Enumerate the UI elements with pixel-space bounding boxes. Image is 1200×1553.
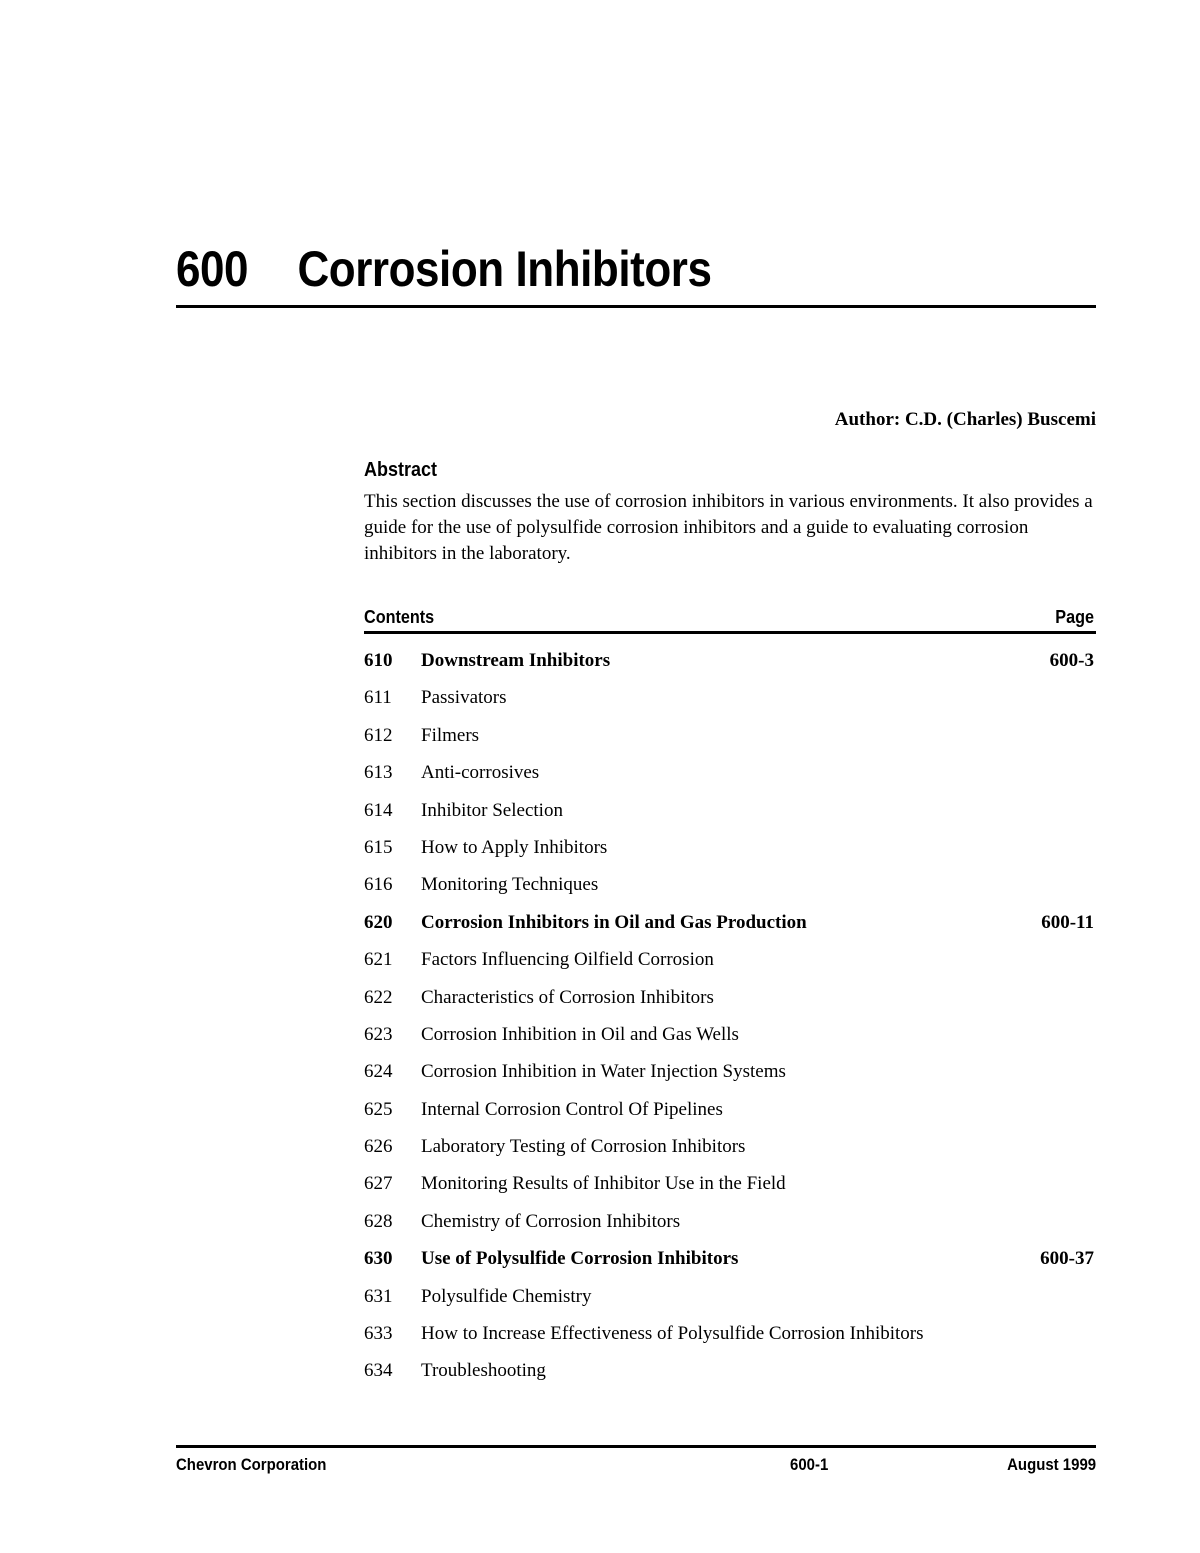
page-title xyxy=(176,236,986,302)
toc-entry-page: 600-11 xyxy=(1041,911,1094,933)
toc-entry-title: Downstream Inhibitors xyxy=(421,650,611,671)
footer-company: Chevron Corporation xyxy=(176,1455,327,1474)
footer-date: August 1999 xyxy=(1007,1455,1096,1474)
section-title-text: Corrosion Inhibitors xyxy=(297,241,712,297)
toc-entry-title: Internal Corrosion Control Of Pipelines xyxy=(421,1098,723,1120)
toc-entry[interactable] xyxy=(364,1096,1096,1133)
toc-entry-number: 621 xyxy=(364,949,393,971)
toc-entry[interactable] xyxy=(364,1170,1096,1207)
footer-divider xyxy=(176,1445,1096,1448)
toc-entry-title: Use of Polysulfide Corrosion Inhibitors xyxy=(421,1248,739,1270)
contents-divider xyxy=(364,631,1096,634)
toc-entry-page: 600-37 xyxy=(1040,1248,1094,1270)
page-footer xyxy=(176,1453,1096,1477)
toc-entry-title: Anti-corrosives xyxy=(421,762,540,784)
toc-entry-number: 616 xyxy=(364,874,393,896)
toc-entry-number: 611 xyxy=(364,687,392,709)
toc-entry[interactable] xyxy=(364,1021,1096,1058)
toc-entry-title: How to Apply Inhibitors xyxy=(421,836,608,858)
toc-entry-title: Corrosion Inhibition in Oil and Gas Wells xyxy=(421,1023,739,1045)
toc-entry-title: Laboratory Testing of Corrosion Inhibitors xyxy=(421,1136,746,1158)
contents-header xyxy=(364,604,1096,630)
toc-entry-title: Corrosion Inhibition in Water Injection Systems xyxy=(421,1061,786,1083)
toc-entry-title: Passivators xyxy=(421,687,507,709)
toc-entry[interactable] xyxy=(364,797,1096,834)
toc-entry[interactable] xyxy=(364,1133,1096,1170)
toc-entry[interactable] xyxy=(364,684,1096,721)
toc-entry-number: 630 xyxy=(364,1248,393,1270)
toc-entry-title: Chemistry of Corrosion Inhibitors xyxy=(421,1210,681,1232)
toc-entry[interactable] xyxy=(364,759,1096,796)
toc-entry[interactable] xyxy=(364,722,1096,759)
toc-entry[interactable] xyxy=(364,1208,1096,1245)
toc-entry-number: 620 xyxy=(364,911,393,933)
toc-entry-number: 613 xyxy=(364,762,393,784)
toc-entry[interactable] xyxy=(364,1357,1096,1394)
toc-entry[interactable] xyxy=(364,647,1096,684)
toc-entry-title: Inhibitor Selection xyxy=(421,799,563,821)
toc-entry[interactable] xyxy=(364,871,1096,908)
toc-entry-number: 625 xyxy=(364,1098,393,1120)
toc-entry-title: Characteristics of Corrosion Inhibitors xyxy=(421,986,714,1008)
toc-entry-number: 626 xyxy=(364,1136,393,1158)
toc-entry-title: Polysulfide Chemistry xyxy=(421,1285,592,1307)
toc-entry-number: 633 xyxy=(364,1323,393,1345)
toc-entry-number: 628 xyxy=(364,1210,393,1232)
toc-entry-number: 622 xyxy=(364,986,393,1008)
toc-entry-number: 623 xyxy=(364,1023,393,1045)
toc-entry[interactable] xyxy=(364,946,1096,983)
toc-entry-number: 627 xyxy=(364,1173,393,1195)
toc-entry-title: Monitoring Results of Inhibitor Use in the Field xyxy=(421,1173,786,1195)
contents-label: Contents xyxy=(364,607,435,627)
toc-entry-title: Corrosion Inhibitors in Oil and Gas Production xyxy=(421,911,807,933)
abstract-body: This section discusses the use of corrosion inhibitors in various environments. It also provides a guide for the use of polysulfide corrosion inhibitors and a guide to evaluating corrosion inhibitors in the laboratory. xyxy=(364,491,1093,564)
toc-entry[interactable] xyxy=(364,909,1096,946)
toc-entry[interactable] xyxy=(364,1245,1096,1282)
toc-entry-number: 634 xyxy=(364,1360,393,1382)
section-number: 600 xyxy=(176,241,249,297)
toc-entry-title: How to Increase Effectiveness of Polysulfide Corrosion Inhibitors xyxy=(421,1323,924,1345)
toc-entry-title: Factors Influencing Oilfield Corrosion xyxy=(421,949,714,971)
toc-entry-title: Troubleshooting xyxy=(421,1360,546,1382)
toc-entry[interactable] xyxy=(364,1283,1096,1320)
toc-entry-title: Monitoring Techniques xyxy=(421,874,599,896)
title-divider xyxy=(176,305,1096,308)
toc-entry-number: 612 xyxy=(364,724,393,746)
footer-page-number: 600-1 xyxy=(790,1455,829,1474)
page-column-label: Page xyxy=(1055,607,1094,627)
toc-entry[interactable] xyxy=(364,1058,1096,1095)
toc-entry-page: 600-3 xyxy=(1049,650,1094,671)
author-line: Author: C.D. (Charles) Buscemi xyxy=(834,409,1096,430)
toc-entry-number: 624 xyxy=(364,1061,393,1083)
toc-entry[interactable] xyxy=(364,984,1096,1021)
toc-entry-title: Filmers xyxy=(421,724,480,746)
toc-entry-number: 615 xyxy=(364,836,393,858)
toc-entry[interactable] xyxy=(364,834,1096,871)
abstract-heading: Abstract xyxy=(364,459,438,481)
table-of-contents xyxy=(364,647,1096,1395)
toc-entry-number: 614 xyxy=(364,799,393,821)
toc-entry-number: 631 xyxy=(364,1285,393,1307)
toc-entry-number: 610 xyxy=(364,650,393,671)
toc-entry[interactable] xyxy=(364,1320,1096,1357)
